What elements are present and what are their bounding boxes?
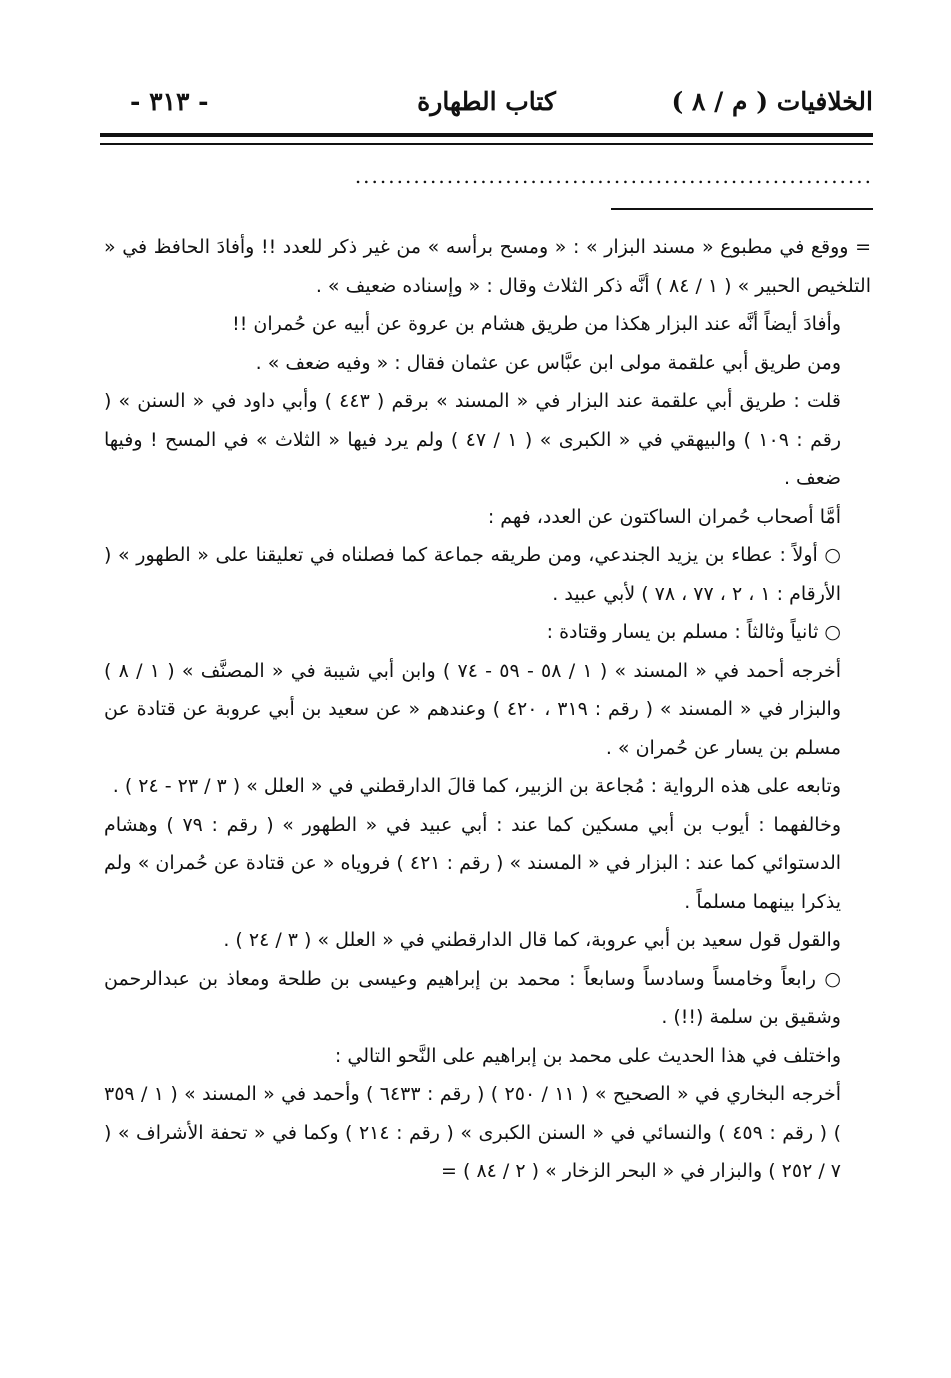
paragraph: أمَّا أصحاب حُمران الساكتون عن العدد، فهم : bbox=[487, 505, 841, 528]
paragraph: ○ ثانياً وثالثاً : مسلم بن يسار وقتادة : bbox=[546, 621, 841, 643]
paragraph: ومن طريق أبي علقمة مولى ابن عبَّاس عن عثمان فقال : « وفيه ضعف » . bbox=[255, 351, 841, 374]
paragraph: وتابعه على هذه الرواية : مُجاعة بن الزبير، كما قالَ الدارقطني في « العلل » ( ٣ / ٢٣ - ٢٤ ) . bbox=[112, 775, 841, 797]
paragraph: وأفادَ أيضاً أنَّه عند البزار هكذا من طريق هشام بن عروة عن أبيه عن حُمران !! bbox=[232, 313, 841, 335]
paragraph: ○ رابعاً وخامساً وسادساً وسابعاً : محمد بن إبراهيم وعيسى بن طلحة ومعاذ بن عبدالرحمن وشقيق بن سلمة (!!) . bbox=[104, 967, 841, 1028]
header-rule-thick bbox=[100, 133, 873, 137]
paragraph: ○ أولاً : عطاء بن يزيد الجندعي، ومن طريقه جماعة كما فصلناه في تعليقنا على « الطهور » ( الأرقام : ١ ، ٢ ، ٧٧ ، ٧٨ ) لأبي عبيد . bbox=[104, 544, 841, 605]
paragraph: وخالفهما : أيوب بن أبي مسكين كما عند : أبي عبيد في « الطهور » ( رقم : ٧٩ ) وهشام الدستوائي كما عند : البزار في « المسند » ( رقم : ٤٢١ ) فروياه « عن قتادة عن حُمران » ولم يذكرا بينهما مسلماً . bbox=[104, 813, 842, 913]
paragraph: = ووقع في مطبوع « مسند البزار » : « ومسح برأسه » من غير ذكر للعدد !! وأفادَ الحافظ في « التلخيص الحبير » ( ١ / ٨٤ ) أنَّه ذكر الثلاث وقال : « وإسناده ضعيف » . bbox=[104, 236, 871, 297]
header-book-title: الخلافيات ( م / ٨ ) bbox=[671, 87, 873, 116]
page-header bbox=[100, 82, 873, 122]
paragraph: واختلف في هذا الحديث على محمد بن إبراهيم على النَّحو التالي : bbox=[334, 1044, 841, 1067]
paragraph: والقول قول سعيد بن أبي عروبة، كما قال الدارقطني في « العلل » ( ٣ / ٢٤ ) . bbox=[223, 929, 841, 951]
page-number: - ٣١٣ - bbox=[130, 87, 209, 116]
header-rule-thin bbox=[100, 143, 873, 145]
footnote-rule bbox=[611, 208, 873, 210]
paragraph: قلت : طريق أبي علقمة عند البزار في « المسند » برقم ( ٤٤٣ ) وأبي داود في « السنن » ( رقم : ١٠٩ ) والبيهقي في « الكبرى » ( ١ / ٤٧ ) ولم يرد فيها « الثلاث » في المسح ! وفيها ضعف . bbox=[104, 390, 842, 489]
paragraph: أخرجه أحمد في « المسند » ( ١ / ٥٨ - ٥٩ - ٧٤ ) وابن أبي شيبة في « المصنَّف » ( ١ / ٨ ) والبزار في « المسند » ( رقم : ٣١٩ ، ٤٢٠ ) وعندهم « عن سعيد بن أبي عروبة عن قتادة عن مسلم بن يسار عن حُمران » . bbox=[104, 659, 841, 759]
dotted-separator: .............................................................. bbox=[354, 166, 873, 186]
header-chapter-title: كتاب الطهارة bbox=[417, 87, 556, 116]
footnote-body bbox=[104, 228, 871, 1308]
paragraph: أخرجه البخاري في « الصحيح » ( ١١ / ٢٥٠ ) ( رقم : ٦٤٣٣ ) وأحمد في « المسند » ( ١ / ٣٥٩ ) ( رقم : ٤٥٩ ) والنسائي في « السنن الكبرى » ( رقم : ٢١٤ ) وكما في « تحفة الأشراف » ( ٧ / ٢٥٢ ) والبزار في « البحر الزخار » ( ٢ / ٨٤ ) = bbox=[104, 1083, 842, 1182]
